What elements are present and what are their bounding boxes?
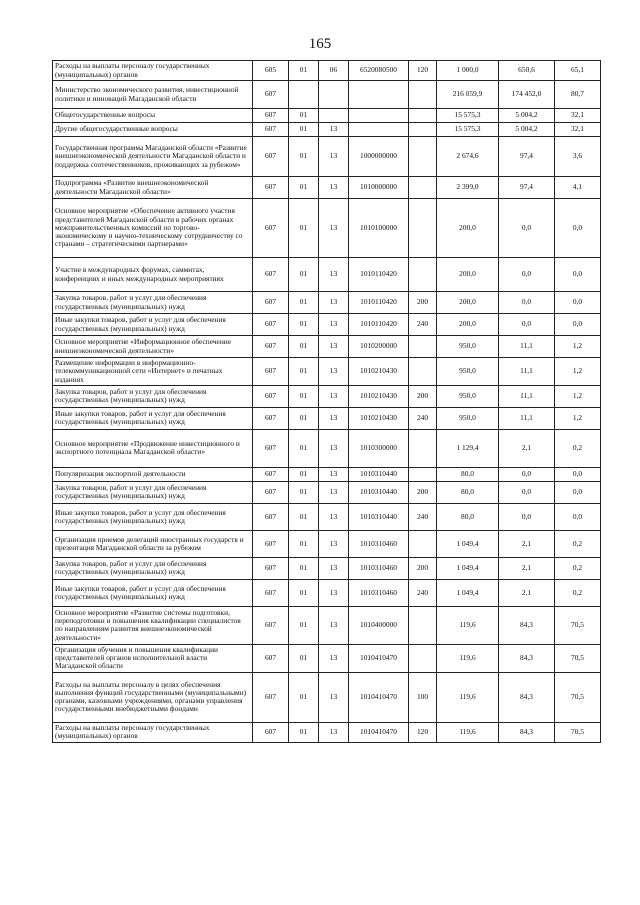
cell-name: Популяризация экспортной деятельности (53, 467, 253, 481)
cell-col-fact: 5 004,2 (499, 123, 555, 137)
cell-col-vr (409, 137, 437, 177)
cell-name: Основное мероприятие «Развитие системы подготовки, переподготовки и повышения квалификации специалистов по направлениям развития внешнеэкономической деятельности» (53, 606, 253, 644)
cell-col-plan: 950,0 (437, 358, 499, 386)
cell-col-vr (409, 81, 437, 109)
cell-col-pct: 4,1 (555, 177, 601, 199)
cell-col-csr (349, 109, 409, 123)
cell-col-pct: 0,2 (555, 530, 601, 557)
cell-col-rz: 01 (289, 557, 319, 579)
cell-col-ved: 607 (253, 314, 289, 336)
table-row (53, 503, 601, 530)
table-row (53, 644, 601, 672)
table-body (53, 61, 601, 743)
cell-col-rz: 01 (289, 336, 319, 358)
budget-table (52, 60, 601, 743)
cell-col-rz: 01 (289, 177, 319, 199)
cell-col-pr: 13 (319, 314, 349, 336)
cell-col-ved: 607 (253, 579, 289, 606)
cell-col-vr: 240 (409, 503, 437, 530)
cell-col-fact: 0,0 (499, 314, 555, 336)
cell-col-plan: 80,0 (437, 467, 499, 481)
cell-name: Государственная программа Магаданской области «Развитие внешнеэкономической деятельности Магаданской области и поддержка соотечественников, проживающих за рубежом» (53, 137, 253, 177)
cell-col-pct: 32,1 (555, 123, 601, 137)
cell-col-ved: 607 (253, 530, 289, 557)
cell-col-pct: 70,5 (555, 722, 601, 742)
cell-name: Расходы на выплаты персоналу государственных (муниципальных) органов (53, 722, 253, 742)
cell-col-fact: 97,4 (499, 137, 555, 177)
cell-col-csr: 1010110420 (349, 258, 409, 292)
cell-col-pr (319, 109, 349, 123)
cell-col-csr: 1010210430 (349, 358, 409, 386)
table-row (53, 557, 601, 579)
cell-col-pr: 13 (319, 137, 349, 177)
cell-col-plan: 200,0 (437, 199, 499, 258)
cell-col-csr: 1010400000 (349, 606, 409, 644)
cell-col-pct: 1,2 (555, 358, 601, 386)
cell-name: Другие общегосударственные вопросы (53, 123, 253, 137)
cell-col-pct: 70,5 (555, 644, 601, 672)
cell-col-fact: 5 004,2 (499, 109, 555, 123)
cell-col-vr (409, 606, 437, 644)
table-row (53, 137, 601, 177)
table-row (53, 258, 601, 292)
cell-col-plan: 1 000,0 (437, 61, 499, 81)
cell-col-plan: 1 129,4 (437, 429, 499, 467)
cell-col-pr (319, 81, 349, 109)
cell-col-plan: 80,0 (437, 503, 499, 530)
cell-name: Расходы на выплаты персоналу государственных (муниципальных) органов (53, 61, 253, 81)
table-row (53, 61, 601, 81)
cell-col-csr: 1010110420 (349, 314, 409, 336)
cell-col-vr: 120 (409, 61, 437, 81)
cell-col-pct: 0,2 (555, 579, 601, 606)
cell-name: Организация приемов делегаций иностранных государств и презентация Магаданской области за рубежом (53, 530, 253, 557)
cell-col-csr: 1010210430 (349, 407, 409, 429)
cell-col-pct: 0,2 (555, 429, 601, 467)
cell-col-fact: 174 452,0 (499, 81, 555, 109)
cell-col-fact: 0,0 (499, 481, 555, 503)
cell-col-fact: 11,1 (499, 358, 555, 386)
cell-col-ved: 607 (253, 385, 289, 407)
cell-col-rz: 01 (289, 481, 319, 503)
cell-col-pr: 13 (319, 644, 349, 672)
cell-col-plan: 2 674,6 (437, 137, 499, 177)
cell-col-fact: 84,3 (499, 644, 555, 672)
cell-name: Размещение информации в информационно-телекоммуникационной сети «Интернет» и печатных изданиях (53, 358, 253, 386)
cell-col-pr: 06 (319, 61, 349, 81)
table-row (53, 199, 601, 258)
cell-col-csr (349, 81, 409, 109)
table-row (53, 467, 601, 481)
cell-col-ved: 607 (253, 722, 289, 742)
cell-col-rz: 01 (289, 467, 319, 481)
cell-col-pr: 13 (319, 467, 349, 481)
table-row (53, 314, 601, 336)
cell-col-plan: 1 049,4 (437, 557, 499, 579)
cell-col-pct: 0,0 (555, 503, 601, 530)
cell-col-csr: 1010110420 (349, 292, 409, 314)
cell-col-fact: 84,3 (499, 722, 555, 742)
cell-col-ved: 607 (253, 81, 289, 109)
cell-col-rz: 01 (289, 137, 319, 177)
cell-name: Закупка товаров, работ и услуг для обеспечения государственных (муниципальных) нужд (53, 292, 253, 314)
cell-col-fact: 11,1 (499, 336, 555, 358)
cell-col-ved: 607 (253, 606, 289, 644)
cell-col-rz: 01 (289, 530, 319, 557)
cell-col-csr: 1010310440 (349, 503, 409, 530)
cell-col-plan: 80,0 (437, 481, 499, 503)
cell-name: Расходы на выплаты персоналу в целях обеспечения выполнения функций государственными (муниципальными) органами, казенными учреждениями, органами управления государственными внебюджетными фондами (53, 672, 253, 722)
cell-col-plan: 15 575,3 (437, 123, 499, 137)
cell-col-pct: 1,2 (555, 407, 601, 429)
table-row (53, 606, 601, 644)
cell-col-plan: 1 049,4 (437, 530, 499, 557)
cell-col-fact: 0,0 (499, 292, 555, 314)
cell-col-plan: 15 575,3 (437, 109, 499, 123)
cell-col-pct: 65,1 (555, 61, 601, 81)
cell-col-rz: 01 (289, 123, 319, 137)
cell-col-csr: 1010300000 (349, 429, 409, 467)
cell-col-csr: 1010410470 (349, 672, 409, 722)
page-number: 165 (308, 36, 332, 52)
cell-col-csr: 1010310460 (349, 579, 409, 606)
table-row (53, 481, 601, 503)
cell-col-vr: 200 (409, 481, 437, 503)
cell-name: Организация обучения и повышения квалификации представителей органов исполнительной власти Магаданской области (53, 644, 253, 672)
cell-col-csr: 1010410470 (349, 644, 409, 672)
cell-col-csr (349, 123, 409, 137)
cell-col-csr: 1010200000 (349, 336, 409, 358)
cell-col-ved: 607 (253, 672, 289, 722)
cell-col-pr: 13 (319, 481, 349, 503)
cell-name: Иные закупки товаров, работ и услуг для обеспечения государственных (муниципальных) нужд (53, 579, 253, 606)
cell-col-vr (409, 644, 437, 672)
cell-col-ved: 607 (253, 292, 289, 314)
cell-col-csr: 1010410470 (349, 722, 409, 742)
cell-col-vr (409, 258, 437, 292)
cell-col-pr: 13 (319, 407, 349, 429)
cell-col-csr: 1010310460 (349, 557, 409, 579)
cell-col-ved: 607 (253, 358, 289, 386)
cell-col-plan: 1 049,4 (437, 579, 499, 606)
cell-col-pct: 70,5 (555, 672, 601, 722)
cell-col-pct: 0,0 (555, 199, 601, 258)
cell-col-vr (409, 358, 437, 386)
cell-col-ved: 607 (253, 258, 289, 292)
cell-col-plan: 200,0 (437, 258, 499, 292)
cell-col-rz: 01 (289, 385, 319, 407)
cell-col-csr: 1010210430 (349, 385, 409, 407)
cell-col-vr: 120 (409, 722, 437, 742)
cell-name: Основное мероприятие «Информационное обеспечение внешнеэкономической деятельности» (53, 336, 253, 358)
table-row (53, 407, 601, 429)
cell-name: Министерство экономического развития, инвестиционной политики и инноваций Магаданской области (53, 81, 253, 109)
cell-name: Подпрограмма «Развитие внешнеэкономической деятельности Магаданской области» (53, 177, 253, 199)
cell-col-pr: 13 (319, 672, 349, 722)
cell-col-fact: 0,0 (499, 467, 555, 481)
cell-name: Закупка товаров, работ и услуг для обеспечения государственных (муниципальных) нужд (53, 481, 253, 503)
cell-col-fact: 84,3 (499, 672, 555, 722)
cell-name: Основное мероприятие «Обеспечение активного участия представителей Магаданской области в рабочих органах межправительственных комиссий по торгово-экономическому и научно-техническому сотрудничеству со странами – стратегическими партнерами» (53, 199, 253, 258)
cell-col-ved: 607 (253, 557, 289, 579)
cell-col-plan: 200,0 (437, 292, 499, 314)
cell-col-pr: 13 (319, 429, 349, 467)
cell-col-pr: 13 (319, 606, 349, 644)
cell-col-pr: 13 (319, 557, 349, 579)
cell-col-fact: 11,1 (499, 385, 555, 407)
table-row (53, 385, 601, 407)
cell-col-pr: 13 (319, 123, 349, 137)
cell-col-vr: 100 (409, 672, 437, 722)
cell-col-rz: 01 (289, 722, 319, 742)
cell-col-rz: 01 (289, 606, 319, 644)
cell-col-csr: 1010310440 (349, 467, 409, 481)
cell-col-pct: 80,7 (555, 81, 601, 109)
cell-col-pr: 13 (319, 336, 349, 358)
cell-name: Закупка товаров, работ и услуг для обеспечения государственных (муниципальных) нужд (53, 557, 253, 579)
cell-col-plan: 950,0 (437, 336, 499, 358)
cell-col-pr: 13 (319, 177, 349, 199)
table-row (53, 579, 601, 606)
cell-col-vr (409, 109, 437, 123)
cell-col-csr: 6520080500 (349, 61, 409, 81)
cell-col-ved: 607 (253, 467, 289, 481)
cell-name: Участие в международных форумах, саммитах, конференциях и иных международных мероприятиях (53, 258, 253, 292)
cell-col-rz: 01 (289, 199, 319, 258)
cell-col-ved: 607 (253, 407, 289, 429)
cell-col-vr: 240 (409, 579, 437, 606)
cell-name: Закупка товаров, работ и услуг для обеспечения государственных (муниципальных) нужд (53, 385, 253, 407)
cell-name: Основное мероприятие «Продвижение инвестиционного и экспортного потенциала Магаданской области» (53, 429, 253, 467)
cell-col-plan: 119,6 (437, 644, 499, 672)
cell-col-pct: 0,0 (555, 467, 601, 481)
cell-col-vr: 200 (409, 292, 437, 314)
cell-col-pct: 1,2 (555, 385, 601, 407)
cell-col-fact: 0,0 (499, 503, 555, 530)
cell-col-vr (409, 199, 437, 258)
cell-col-fact: 650,6 (499, 61, 555, 81)
cell-col-ved: 607 (253, 137, 289, 177)
cell-col-pct: 0,0 (555, 314, 601, 336)
cell-col-vr: 200 (409, 557, 437, 579)
cell-col-vr (409, 429, 437, 467)
cell-col-pr: 13 (319, 199, 349, 258)
cell-name: Общегосударственные вопросы (53, 109, 253, 123)
cell-col-pct: 3,6 (555, 137, 601, 177)
table-row (53, 429, 601, 467)
cell-col-vr (409, 530, 437, 557)
cell-col-ved: 607 (253, 109, 289, 123)
cell-col-vr (409, 177, 437, 199)
cell-col-ved: 607 (253, 199, 289, 258)
cell-col-pct: 0,2 (555, 557, 601, 579)
table-row (53, 358, 601, 386)
cell-col-rz: 01 (289, 292, 319, 314)
cell-col-fact: 2,1 (499, 429, 555, 467)
cell-col-csr: 1010310460 (349, 530, 409, 557)
cell-col-ved: 607 (253, 481, 289, 503)
cell-col-rz: 01 (289, 314, 319, 336)
cell-col-fact: 2,1 (499, 579, 555, 606)
cell-col-plan: 200,0 (437, 314, 499, 336)
cell-col-ved: 607 (253, 177, 289, 199)
table-row (53, 109, 601, 123)
cell-col-pct: 1,2 (555, 336, 601, 358)
cell-col-plan: 950,0 (437, 385, 499, 407)
cell-col-ved: 607 (253, 123, 289, 137)
cell-col-fact: 84,3 (499, 606, 555, 644)
cell-col-vr: 240 (409, 407, 437, 429)
cell-col-plan: 950,0 (437, 407, 499, 429)
table-row (53, 530, 601, 557)
cell-col-ved: 607 (253, 429, 289, 467)
cell-col-pr: 13 (319, 530, 349, 557)
cell-col-pr: 13 (319, 258, 349, 292)
cell-col-pct: 0,0 (555, 481, 601, 503)
cell-col-plan: 2 399,0 (437, 177, 499, 199)
cell-col-rz: 01 (289, 109, 319, 123)
cell-col-pct: 70,5 (555, 606, 601, 644)
cell-col-vr (409, 336, 437, 358)
table-row (53, 722, 601, 742)
cell-col-vr (409, 123, 437, 137)
cell-col-fact: 0,0 (499, 199, 555, 258)
cell-col-pr: 13 (319, 579, 349, 606)
cell-col-fact: 11,1 (499, 407, 555, 429)
cell-col-rz: 01 (289, 61, 319, 81)
cell-col-fact: 97,4 (499, 177, 555, 199)
cell-col-ved: 607 (253, 503, 289, 530)
cell-col-pr: 13 (319, 722, 349, 742)
table-row (53, 81, 601, 109)
cell-col-plan: 119,6 (437, 722, 499, 742)
cell-col-csr: 1010000000 (349, 177, 409, 199)
table-row (53, 336, 601, 358)
cell-col-rz: 01 (289, 672, 319, 722)
cell-col-ved: 607 (253, 336, 289, 358)
cell-col-fact: 2,1 (499, 557, 555, 579)
cell-col-ved: 607 (253, 644, 289, 672)
cell-col-pr: 13 (319, 292, 349, 314)
cell-col-plan: 119,6 (437, 672, 499, 722)
cell-col-csr: 1010100000 (349, 199, 409, 258)
cell-col-rz: 01 (289, 503, 319, 530)
cell-col-vr: 240 (409, 314, 437, 336)
cell-col-vr (409, 467, 437, 481)
table-row (53, 177, 601, 199)
cell-col-pct: 0,0 (555, 292, 601, 314)
cell-name: Иные закупки товаров, работ и услуг для обеспечения государственных (муниципальных) нужд (53, 407, 253, 429)
cell-col-rz: 01 (289, 644, 319, 672)
cell-col-pct: 0,0 (555, 258, 601, 292)
cell-col-rz: 01 (289, 358, 319, 386)
cell-col-plan: 119,6 (437, 606, 499, 644)
cell-col-csr: 1000000000 (349, 137, 409, 177)
cell-col-rz (289, 81, 319, 109)
cell-col-pr: 13 (319, 385, 349, 407)
cell-col-pct: 32,1 (555, 109, 601, 123)
cell-col-rz: 01 (289, 429, 319, 467)
cell-col-csr: 1010310440 (349, 481, 409, 503)
cell-col-rz: 01 (289, 407, 319, 429)
cell-name: Иные закупки товаров, работ и услуг для обеспечения государственных (муниципальных) нужд (53, 503, 253, 530)
table-row (53, 292, 601, 314)
cell-col-pr: 13 (319, 503, 349, 530)
table-row (53, 672, 601, 722)
cell-col-fact: 0,0 (499, 258, 555, 292)
cell-col-ved: 605 (253, 61, 289, 81)
cell-col-plan: 216 059,9 (437, 81, 499, 109)
cell-col-fact: 2,1 (499, 530, 555, 557)
cell-name: Иные закупки товаров, работ и услуг для обеспечения государственных (муниципальных) нужд (53, 314, 253, 336)
table-row (53, 123, 601, 137)
cell-col-rz: 01 (289, 258, 319, 292)
cell-col-rz: 01 (289, 579, 319, 606)
cell-col-pr: 13 (319, 358, 349, 386)
cell-col-vr: 200 (409, 385, 437, 407)
